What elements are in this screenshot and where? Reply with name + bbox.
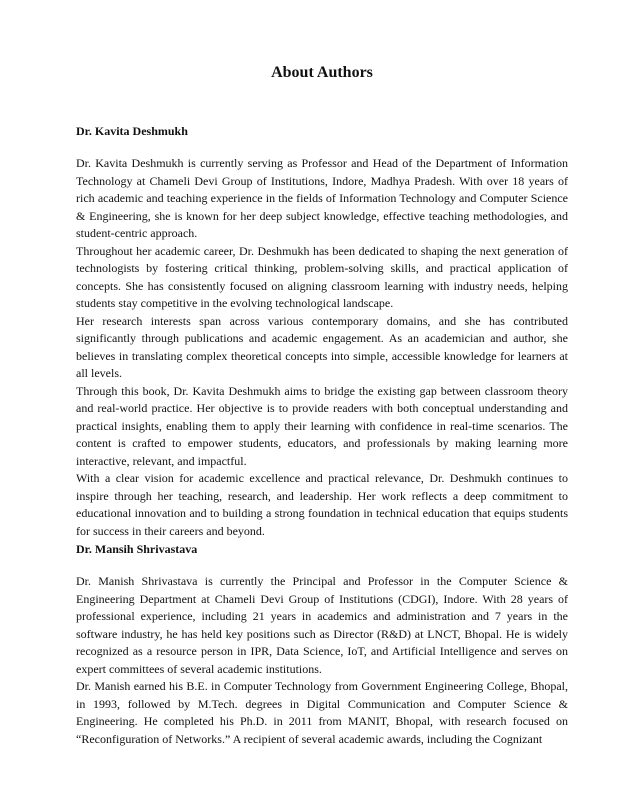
author-bio-paragraph: Her research interests span across various contemporary domains, and she has contributed significantly through publications and academic engagement. As an academician and author, she believes in translating complex theoretical concepts into simple, accessible knowledge for learners at all levels.	[76, 313, 568, 380]
author-bio-paragraph: With a clear vision for academic excellence and practical relevance, Dr. Deshmukh continues to inspire through her teaching, research, and leadership. Her work reflects a deep commitment to educational innovation and to building a strong foundation in technical education that equips students for success in their careers and beyond.	[76, 471, 568, 538]
author-bio-paragraph: Throughout her academic career, Dr. Deshmukh has been dedicated to shaping the next generation of technologists by fostering critical thinking, problem-solving skills, and practical application of concepts. She has consistently focused on aligning classroom learning with industry needs, helping students stay competitive in the evolving technological landscape.	[76, 243, 568, 310]
author-bio-paragraph: Through this book, Dr. Kavita Deshmukh aims to bridge the existing gap between classroom theory and real-world practice. Her objective is to provide readers with both conceptual understanding and practical insights, enabling them to apply their learning with confidence in real-time scenarios. The content is crafted to empower students, educators, and professionals by making learning more interactive, relevant, and impactful.	[76, 383, 568, 468]
author-bio-paragraph: Dr. Manish earned his B.E. in Computer Technology from Government Engineering College, Bhopal, in 1993, followed by M.Tech. degrees in Digital Communication and Computer Science & Engineering. He completed his Ph.D. in 2011 from MANIT, Bhopal, with research focused on “Reconfiguration of Networks.” A recipient of several academic awards, including the Cognizant	[76, 679, 568, 746]
author-section-kavita-deshmukh	[76, 123, 568, 540]
author-bio-paragraph: Dr. Kavita Deshmukh is currently serving as Professor and Head of the Department of Information Technology at Chameli Devi Group of Institutions, Indore, Madhya Pradesh. With over 18 years of rich academic and teaching experience in the fields of Information Technology and Computer Science & Engineering, she is known for her deep subject knowledge, effective teaching methodologies, and student-centric approach.	[76, 156, 568, 240]
page-title: About Authors	[271, 64, 373, 81]
author-name-heading: Dr. Mansih Shrivastava	[76, 542, 198, 556]
author-name-heading: Dr. Kavita Deshmukh	[76, 124, 188, 138]
author-section-manish-shrivastava	[76, 541, 568, 748]
author-bio-paragraph: Dr. Manish Shrivastava is currently the Principal and Professor in the Computer Science & Engineering Department at Chameli Devi Group of Institutions (CDGI), Indore. With 28 years of professional experience, including 21 years in academics and administration and 7 years in the software industry, he has held key positions such as Director (R&D) at LNCT, Bhopal. He is widely recognized as a resource person in IPR, Data Science, IoT, and Artificial Intelligence and serves on expert committees of several academic institutions.	[76, 574, 568, 676]
